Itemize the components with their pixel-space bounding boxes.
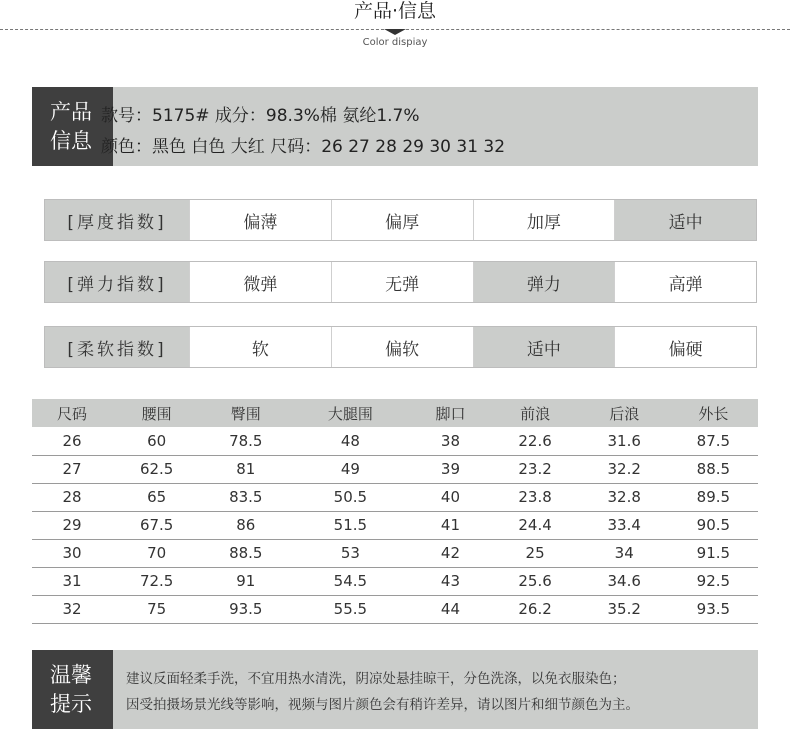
table-cell: 49 [290,455,410,483]
index-option: 微弹 [189,262,331,302]
table-row [32,511,758,539]
table-row [32,539,758,567]
thickness-index-label: [厚度指数] [45,200,189,240]
table-cell: 91.5 [669,539,758,567]
table-cell: 88.5 [669,455,758,483]
table-row [32,595,758,623]
table-cell: 48 [290,427,410,455]
table-cell: 34 [580,539,669,567]
divider-marker [384,29,406,35]
table-cell: 90.5 [669,511,758,539]
table-cell: 29 [32,511,112,539]
column-header: 后浪 [580,399,669,427]
table-cell: 70 [112,539,201,567]
column-header: 尺码 [32,399,112,427]
table-cell: 75 [112,595,201,623]
badge-text-2: 信息 [50,129,92,153]
thickness-index-row [44,199,757,241]
index-option: 加厚 [473,200,615,240]
elasticity-index-row [44,261,757,303]
table-cell: 87.5 [669,427,758,455]
table-cell: 60 [112,427,201,455]
table-cell: 41 [410,511,490,539]
index-option: 软 [189,327,331,367]
table-cell: 25 [491,539,580,567]
table-cell: 44 [410,595,490,623]
table-cell: 27 [32,455,112,483]
index-option: 高弹 [614,262,756,302]
size-table-header [32,399,758,427]
table-cell: 86 [201,511,290,539]
section-subtitle: Color dispiay [362,37,428,48]
badge-text-2: 提示 [50,692,92,716]
softness-index-row [44,326,757,368]
table-cell: 92.5 [669,567,758,595]
table-cell: 51.5 [290,511,410,539]
badge-text-1: 温馨 [50,663,92,687]
table-cell: 50.5 [290,483,410,511]
product-spec-line: 款号：5175# 成分：98.3%棉 氨纶1.7% [101,106,420,126]
tips-panel [32,650,758,729]
table-cell: 54.5 [290,567,410,595]
index-option-selected: 适中 [614,200,756,240]
index-option: 偏厚 [331,200,473,240]
table-cell: 83.5 [201,483,290,511]
table-cell: 30 [32,539,112,567]
table-cell: 26 [32,427,112,455]
table-row [32,483,758,511]
product-color-size-line: 颜色：黑色 白色 大红 尺码：26 27 28 29 30 31 32 [101,137,506,157]
table-cell: 38 [410,427,490,455]
table-cell: 39 [410,455,490,483]
table-cell: 32.8 [580,483,669,511]
table-row [32,455,758,483]
table-cell: 91 [201,567,290,595]
column-header: 腰围 [112,399,201,427]
table-cell: 89.5 [669,483,758,511]
table-cell: 42 [410,539,490,567]
column-header: 臀围 [201,399,290,427]
table-cell: 88.5 [201,539,290,567]
table-cell: 34.6 [580,567,669,595]
tips-badge [32,650,113,729]
table-cell: 62.5 [112,455,201,483]
table-cell: 31 [32,567,112,595]
table-cell: 31.6 [580,427,669,455]
index-option: 偏软 [331,327,473,367]
table-cell: 25.6 [491,567,580,595]
table-cell: 93.5 [201,595,290,623]
table-cell: 23.8 [491,483,580,511]
table-cell: 32.2 [580,455,669,483]
table-cell: 26.2 [491,595,580,623]
table-cell: 53 [290,539,410,567]
table-cell: 33.4 [580,511,669,539]
table-cell: 78.5 [201,427,290,455]
table-cell: 67.5 [112,511,201,539]
index-option: 偏硬 [614,327,756,367]
elasticity-index-label: [弹力指数] [45,262,189,302]
column-header: 脚口 [410,399,490,427]
color-disclaimer: 因受拍摄场景光线等影响，视频与图片颜色会有稍许差异，请以图片和细节颜色为主。 [126,697,639,713]
section-title: 产品·信息 [353,0,437,22]
table-cell: 65 [112,483,201,511]
table-row [32,427,758,455]
badge-text-1: 产品 [50,100,92,124]
softness-index-label: [柔软指数] [45,327,189,367]
table-cell: 35.2 [580,595,669,623]
table-cell: 55.5 [290,595,410,623]
size-table [32,399,758,624]
table-cell: 43 [410,567,490,595]
index-option-selected: 适中 [473,327,615,367]
table-cell: 23.2 [491,455,580,483]
table-cell: 81 [201,455,290,483]
table-cell: 24.4 [491,511,580,539]
column-header: 外长 [669,399,758,427]
column-header: 前浪 [491,399,580,427]
table-cell: 28 [32,483,112,511]
table-cell: 72.5 [112,567,201,595]
index-option: 偏薄 [189,200,331,240]
table-cell: 93.5 [669,595,758,623]
column-header: 大腿围 [290,399,410,427]
table-cell: 32 [32,595,112,623]
index-option: 无弹 [331,262,473,302]
table-row [32,567,758,595]
index-option-selected: 弹力 [473,262,615,302]
table-cell: 22.6 [491,427,580,455]
care-instruction: 建议反面轻柔手洗，不宜用热水清洗，阴凉处悬挂晾干，分色洗涤，以免衣服染色； [126,671,626,687]
table-cell: 40 [410,483,490,511]
